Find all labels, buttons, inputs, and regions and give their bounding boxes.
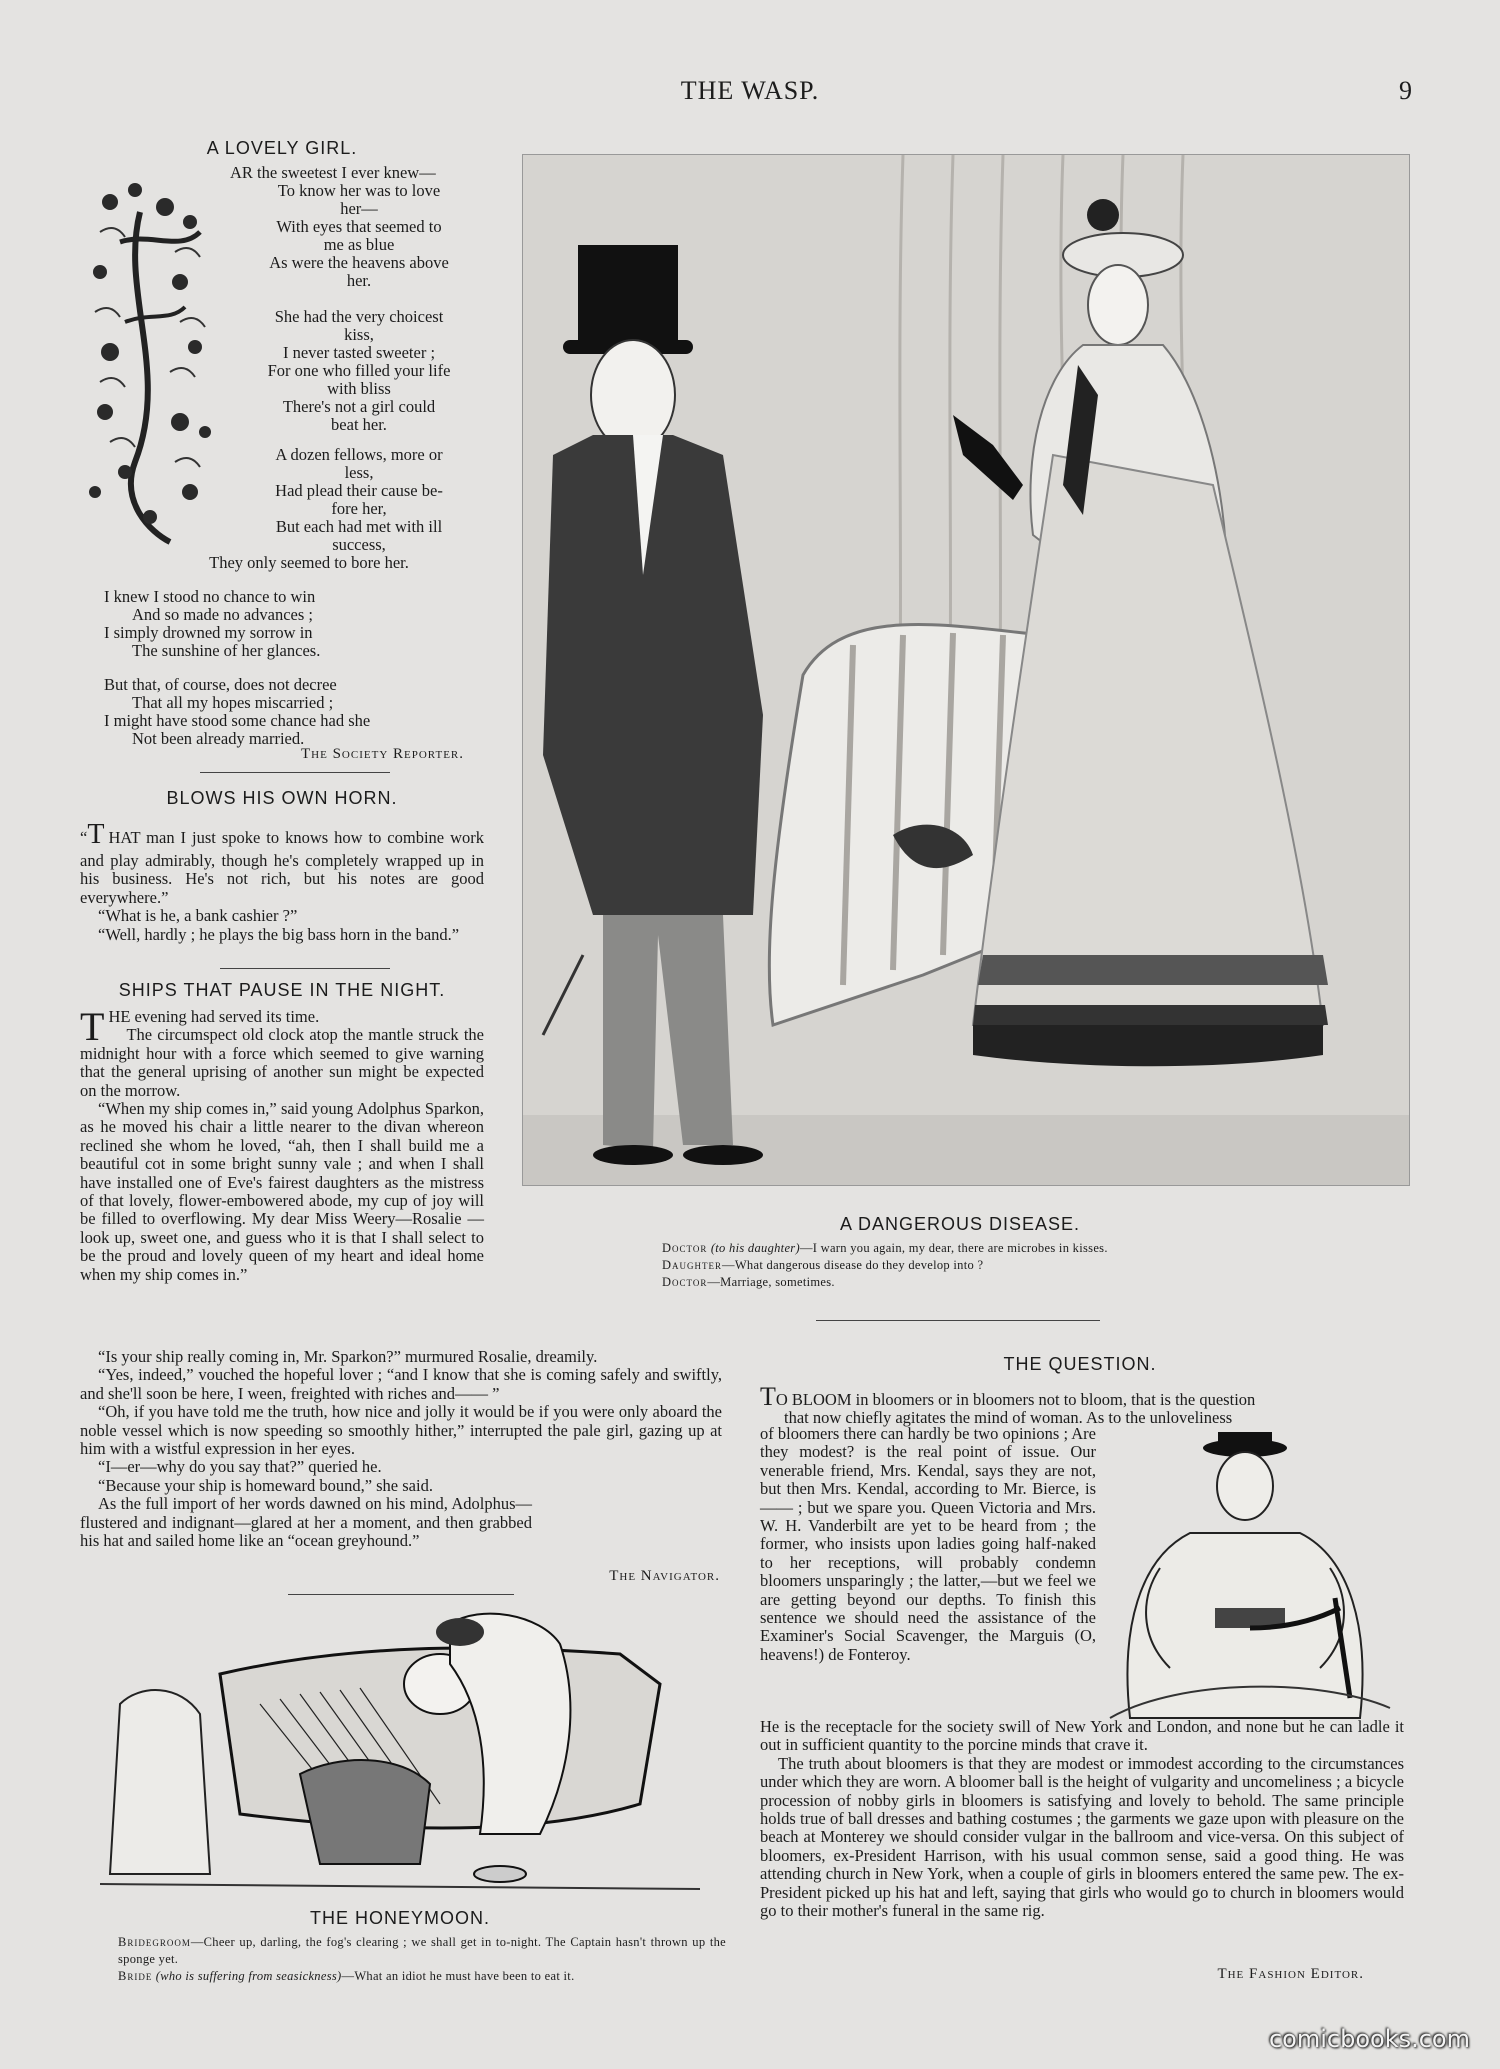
- poem-line: With eyes that seemed to: [276, 217, 442, 236]
- poem-line: To know her was to love: [277, 181, 441, 200]
- poem-line: AR the sweetest I ever knew—: [230, 163, 436, 182]
- bloomer-girl-illustration: [1100, 1428, 1400, 1728]
- question-narrow-body: [760, 1425, 1096, 1664]
- poem-line: A dozen fellows, more or: [275, 445, 443, 464]
- dialogue: —What an idiot he must have been to eat it.: [341, 1969, 575, 1983]
- honeymoon-title: THE HONEYMOON.: [309, 1908, 490, 1928]
- paragraph: HAT man I just spoke to knows how to combine work and play admirably, though he's completely wrapped up in his business. He's not rich, but his notes are good everywhere.”: [80, 828, 484, 907]
- poem-line: Had plead their cause be-: [275, 481, 443, 500]
- paragraph: of bloomers there can hardly be two opinions ; Are they modest? is the real point of issue. Our venerable friend, Mrs. Kendal, says they are not, but then Mrs. Kendal, according to Mr. Bierce, is —— ; but we spare you. Queen Victoria and Mrs. W. H. Vanderbilt are yet to be heard from ; the former, who insists upon ladies going half-naked to her receptions, will probably condemn bloomers unsparingly ; the latter,—but we feel we are getting beyond our depths. To finish this sentence we should need the assistance of the Examiner's Social Scavenger, the Marguis (O, heavens!) de Fonteroy.: [760, 1424, 1096, 1664]
- poem-signature: The Society Reporter.: [301, 746, 464, 762]
- poem-line: There's not a girl could: [282, 397, 436, 416]
- masthead-title: THE WASP.: [680, 76, 820, 105]
- speaker: Daughter: [662, 1258, 723, 1272]
- poem-stanza-1: [230, 164, 488, 290]
- text: O BLOOM in bloomers or in bloomers not to bloom, that is the question: [775, 1390, 1256, 1409]
- speaker: Bridegroom: [118, 1935, 191, 1949]
- poem-line: success,: [332, 535, 386, 554]
- poem-stanza-2: [230, 308, 488, 434]
- question-wide-body: [760, 1718, 1404, 1920]
- caption-line: [118, 1934, 726, 1968]
- caption-line: [662, 1257, 1382, 1274]
- poem-line: beat her.: [331, 415, 387, 434]
- drop-cap: T: [80, 1004, 105, 1049]
- paragraph: The circumspect old clock atop the mantle struck the midnight hour with a force which seemed to give warning that the general uprising of another sun might be expected on the morrow.: [80, 1025, 484, 1100]
- honeymoon-illustration: [100, 1604, 700, 1904]
- paragraph: “Yes, indeed,” vouched the hopeful lover ; “and I know that she is coming safely and swiftly, and she'll soon be here, I ween, freighted with riches and—— ”: [80, 1365, 722, 1403]
- section-divider: [200, 772, 390, 773]
- speaker: Doctor: [662, 1275, 708, 1289]
- poem-line: me as blue: [323, 235, 395, 254]
- paragraph: As the full import of her words dawned on his mind, Adolphus—flustered and indignant—glared at her a moment, and then grabbed his hat and sailed home like an “ocean greyhound.”: [80, 1494, 532, 1551]
- page-number: 9: [1399, 76, 1412, 105]
- dialogue: —I warn you again, my dear, there are microbes in kisses.: [799, 1241, 1108, 1255]
- paragraph: “Because your ship is homeward bound,” she said.: [98, 1475, 433, 1495]
- poem-line: As were the heavens above: [269, 253, 449, 272]
- poem-line: But that, of course, does not decree: [104, 675, 337, 694]
- section-divider: [220, 968, 390, 969]
- poem-line: I might have stood some chance had she: [104, 711, 371, 730]
- ships-title: SHIPS THAT PAUSE IN THE NIGHT.: [118, 980, 446, 1000]
- poem-line: with bliss: [327, 379, 391, 398]
- poem-line: Not been already married.: [132, 729, 305, 748]
- drop-cap: T: [87, 819, 105, 850]
- poem-line: her.: [346, 271, 372, 290]
- poem-line: But each had met with ill: [275, 517, 443, 536]
- speaker: Bride: [118, 1969, 153, 1983]
- poem-line: I simply drowned my sorrow in: [104, 623, 313, 642]
- caption-line: [118, 1968, 726, 1985]
- open-quote: “: [80, 828, 88, 847]
- paragraph: “What is he, a bank cashier ?”: [98, 906, 298, 926]
- illustration-drawing: [523, 155, 1409, 1185]
- poem-line: She had the very choicest: [274, 307, 444, 326]
- paragraph: “Well, hardly ; he plays the big bass horn in the band.”: [98, 924, 460, 944]
- poem-line: And so made no advances ;: [132, 605, 313, 624]
- paragraph: “I—er—why do you say that?” queried he.: [98, 1457, 382, 1477]
- poem-line: I never tasted sweeter ;: [282, 343, 436, 362]
- poem-line: For one who filled your life: [267, 361, 451, 380]
- aside: (who is suffering from seasickness): [155, 1969, 342, 1983]
- poem-line: her—: [340, 199, 378, 218]
- honeymoon-caption: [118, 1934, 726, 1985]
- poem-stanza-4: [104, 588, 488, 660]
- poem-line: They only seemed to bore her.: [209, 553, 409, 572]
- poem-line: I knew I stood no chance to win: [104, 587, 316, 606]
- speaker: Doctor: [662, 1241, 708, 1255]
- dangerous-disease-caption: [662, 1240, 1382, 1291]
- paragraph: HE evening had served its time.: [108, 1007, 320, 1026]
- drop-cap: T: [760, 1382, 776, 1411]
- question-signature: The Fashion Editor.: [1217, 1966, 1364, 1982]
- ships-signature: The Navigator.: [609, 1568, 720, 1584]
- question-top: [760, 1382, 1404, 1428]
- text-line: that now chiefly agitates the mind of woman. As to the unloveliness: [784, 1408, 1233, 1428]
- dialogue: —What dangerous disease do they develop into ?: [722, 1258, 984, 1272]
- poem-line: That all my hopes miscarried ;: [132, 693, 334, 712]
- aside: (to his daughter): [710, 1241, 800, 1255]
- paragraph: “When my ship comes in,” said young Adolphus Sparkon, as he moved his chair a little nearer to the divan whereon reclined she whom he loved, “ah, then I shall build me a beautiful cot in some bright sunny vale ; and when I shall have installed one of Eve's fairest daughters as the mistress of that lovely, flower-embowered abode, my cup of joy will be filled to overflowing. My dear Miss Weery—Rosalie —look up, sweet one, and guess who it is that I shall select to be the proud and lovely queen of my heart and ideal home when my ship comes in.”: [80, 1099, 484, 1284]
- dialogue: —Marriage, sometimes.: [707, 1275, 835, 1289]
- dialogue: —Cheer up, darling, the fog's clearing ; we shall get in to-night. The Captain hasn't thrown up the sponge yet.: [118, 1935, 726, 1966]
- question-title: THE QUESTION.: [1003, 1354, 1157, 1374]
- section-divider: [288, 1594, 514, 1595]
- paragraph: “Oh, if you have told me the truth, how nice and jolly it would be if you were only aboard the noble vessel which is now speeding so smoothly hither,” interrupted the pale girl, gazing up at him with a wistful expression in her eyes.: [80, 1402, 722, 1459]
- caption-line: [662, 1240, 1382, 1257]
- text-line: [760, 1382, 1404, 1411]
- dangerous-disease-title: A DANGEROUS DISEASE.: [839, 1214, 1081, 1234]
- caption-line: [662, 1274, 1382, 1291]
- blows-horn-title: BLOWS HIS OWN HORN.: [166, 788, 398, 808]
- dangerous-disease-illustration: [522, 154, 1410, 1186]
- paragraph: The truth about bloomers is that they are modest or immodest according to the circumstances under which they are worn. A bloomer ball is the height of vulgarity and uncomeliness ; a bicycle procession of nobby girls in bloomers is satisfying and lovely to behold. The same principle holds true of ball dresses and bathing costumes ; the garments we gaze upon with pleasure on the beach at Monterey we should consider vulgar in the ballroom and vice-versa. On this subject of bloomers, ex-President Harrison, with his usual common sense, said a good thing. He was attending church in New York, when a couple of girls in bloomers entered the same pew. The ex-President picked up his hat and left, saying that girls who would go to church in bloomers would go to their mother's funeral in the same rig.: [760, 1753, 1404, 1921]
- ships-narrow-body: [80, 1004, 484, 1284]
- poem-line: kiss,: [344, 325, 374, 344]
- poem-title: A LOVELY GIRL.: [206, 138, 358, 158]
- poem-stanza-3: [130, 446, 488, 572]
- paragraph: He is the receptacle for the society swill of New York and London, and none but he can ladle it out in sufficient quantity to the porcine minds that crave it.: [760, 1717, 1404, 1755]
- poem-line: The sunshine of her glances.: [132, 641, 321, 660]
- poem-line: less,: [344, 463, 374, 482]
- section-divider: [816, 1320, 1100, 1321]
- blows-horn-body: [80, 818, 484, 944]
- ships-wide-body: [80, 1348, 722, 1550]
- poem-line: fore her,: [331, 499, 387, 518]
- poem-stanza-5: [104, 676, 488, 748]
- paragraph: “Is your ship really coming in, Mr. Sparkon?” murmured Rosalie, dreamily.: [98, 1347, 598, 1366]
- watermark-text: comicbooks.com: [1268, 2025, 1470, 2053]
